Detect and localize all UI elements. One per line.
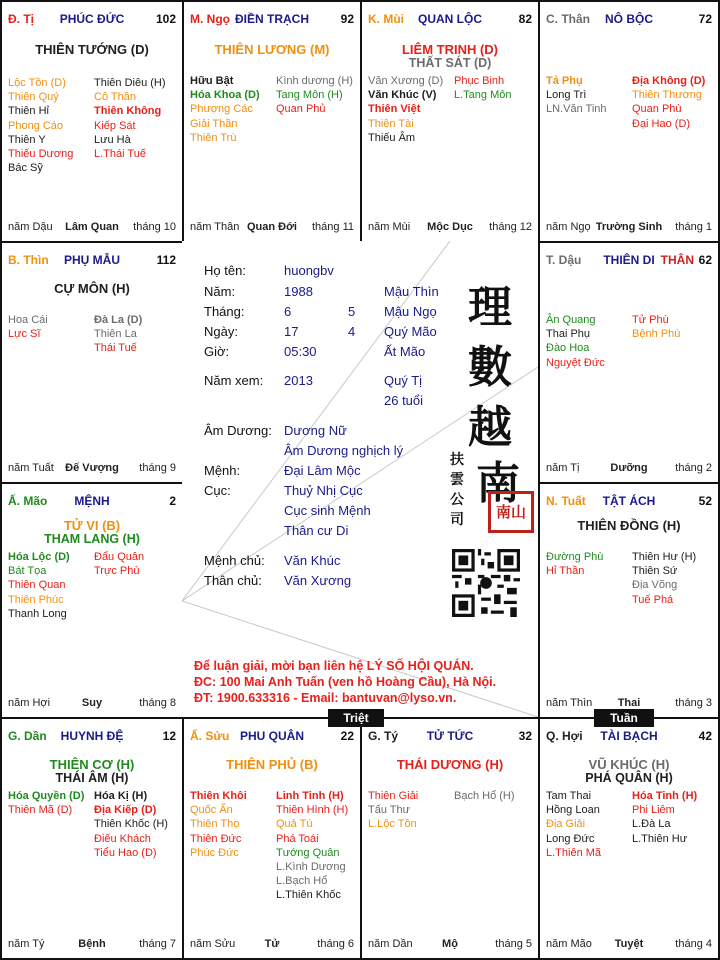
minor-star: Linh Tinh (H) — [276, 790, 344, 802]
life-stage: Thai — [617, 697, 641, 709]
minor-star: Địa Giải — [546, 818, 586, 831]
palace-tu-tuc — [360, 717, 540, 960]
year-branch: năm Dần — [368, 938, 413, 950]
stars-right-column — [94, 313, 142, 356]
palace-header — [368, 12, 532, 28]
stars-left-column — [8, 789, 84, 817]
minor-star: Hồng Loan — [546, 804, 600, 817]
minor-star: Thiên Tài — [368, 117, 414, 130]
minor-star: Quốc Ấn — [190, 804, 233, 817]
palace-tat-ach — [538, 482, 720, 719]
main-star: THIÊN LƯƠNG (M) — [214, 42, 330, 57]
life-stage: Trường Sinh — [595, 221, 663, 233]
day-lunar: 4 — [348, 324, 356, 339]
year-value: 1988 — [284, 284, 313, 299]
stars-left-column — [368, 74, 443, 145]
minor-star: L.Kình Dương — [276, 861, 346, 874]
minor-star: Tang Môn (H) — [276, 89, 343, 102]
minor-star: Kiếp Sát — [94, 119, 136, 132]
minor-star: L.Thiên Hư — [632, 832, 688, 845]
minor-star: Tử Phù — [632, 314, 669, 326]
minor-star: Thiên Hỉ — [8, 105, 49, 118]
palace-age-number: 112 — [156, 253, 176, 267]
palace-stem-branch: Q. Hợi — [546, 729, 583, 743]
stars-left-column — [546, 313, 605, 370]
year-branch: năm Hợi — [8, 697, 51, 709]
palace-phu-quan — [182, 717, 362, 960]
minor-star: Thiên Không — [94, 105, 162, 118]
palace-header — [546, 12, 712, 28]
palace-age-number: 82 — [518, 12, 532, 26]
palace-header — [368, 729, 532, 745]
main-star: LIÊM TRINH (D) — [401, 42, 499, 57]
than-chu-label: Thân chủ: — [204, 573, 262, 588]
palace-age-number: 12 — [162, 729, 176, 743]
minor-star: Hóa Khoa (D) — [190, 89, 260, 102]
palace-name: ĐIỀN TRẠCH — [235, 12, 309, 26]
palace-no-boc — [538, 0, 720, 243]
minor-star: Đẩu Quân — [94, 551, 145, 563]
minor-star: Hóa Tinh (H) — [632, 790, 698, 802]
main-star: TỬ VI (B) — [63, 518, 121, 533]
palace-header — [8, 12, 176, 28]
palace-dien-trach — [182, 0, 362, 243]
tuan-marker: Tuần — [594, 709, 654, 727]
calli-small-2: 雲 — [450, 472, 464, 488]
main-star: THÁI ÂM (H) — [55, 771, 129, 785]
day-canchi: Quý Mão — [384, 324, 437, 339]
stars-left-column — [546, 789, 601, 860]
life-stage: Mộ — [442, 938, 458, 950]
lunar-month: tháng 12 — [489, 221, 532, 233]
minor-star: Bạch Hổ (H) — [454, 790, 515, 802]
palace-phuc-duc — [0, 0, 184, 243]
minor-star: Thiên Diêu (H) — [94, 77, 166, 89]
minor-star: Quan Phủ — [276, 103, 326, 116]
minor-star: Bát Tọa — [8, 565, 47, 578]
minor-star: Nguyệt Đức — [546, 356, 605, 369]
minor-star: Thiên La — [94, 328, 137, 341]
minor-star: Lực Sĩ — [8, 328, 41, 341]
minor-star: Quan Phù — [632, 103, 682, 116]
lunar-month: tháng 1 — [675, 221, 712, 233]
minor-star: Tam Thai — [546, 790, 592, 802]
palace-header — [190, 12, 354, 28]
minor-star: Địa Võng — [632, 579, 678, 592]
minor-star: Thiên Hư (H) — [632, 551, 697, 563]
minor-star: Hóa Quyền (D) — [8, 790, 85, 802]
palace-stem-branch: Đ. Tị — [8, 12, 34, 26]
palace-menh — [0, 482, 184, 719]
minor-star: Hóa Kị (H) — [94, 790, 148, 802]
minor-star: Trực Phù — [94, 565, 140, 578]
life-stage: Dưỡng — [610, 462, 648, 474]
minor-star: L.Thiên Mã — [546, 846, 602, 859]
stars-left-column — [368, 789, 418, 832]
minor-star: Thiếu Âm — [368, 131, 416, 144]
calli-char-1: 理 — [468, 282, 512, 333]
minor-star: Bác Sỹ — [8, 162, 43, 175]
minor-star: Thiên Thương — [632, 89, 703, 102]
main-star: THIÊN CƠ (H) — [49, 757, 135, 772]
lunar-month: tháng 2 — [675, 462, 712, 474]
stars-right-column — [454, 74, 511, 102]
life-stage: Tử — [264, 938, 280, 950]
minor-star: Thái Tuế — [94, 342, 137, 355]
year-branch: năm Dậu — [8, 221, 53, 233]
palace-footer — [190, 221, 354, 235]
palace-footer — [190, 938, 354, 952]
minor-star: Hóa Lộc (D) — [8, 551, 70, 563]
minor-star: Bệnh Phù — [632, 328, 681, 341]
main-star: THÁI DƯƠNG (H) — [396, 757, 504, 772]
minor-star: L.Đà La — [632, 818, 671, 831]
stars-left-column — [8, 313, 48, 341]
minor-star: Văn Khúc (V) — [368, 89, 437, 102]
palace-stem-branch: Ấ. Mão — [8, 494, 48, 508]
hour-canchi: Ất Mão — [384, 344, 426, 359]
minor-star: Hoa Cái — [8, 314, 48, 326]
lunar-month: tháng 9 — [139, 462, 176, 474]
stars-right-column — [454, 789, 515, 803]
month-lunar: 5 — [348, 304, 356, 319]
stars-left-column — [8, 550, 70, 621]
minor-star: Đường Phù — [546, 551, 604, 563]
palace-header — [8, 494, 176, 510]
lunar-month: tháng 3 — [675, 697, 712, 709]
life-stage: Lâm Quan — [65, 221, 119, 233]
amduong-note: Âm Dương nghịch lý — [284, 443, 404, 458]
palace-header — [8, 729, 176, 745]
palace-name: HUYNH ĐỆ — [60, 729, 124, 743]
calli-small-4: 司 — [450, 512, 464, 528]
minor-star: Văn Xương (D) — [368, 75, 444, 87]
palace-stem-branch: G. Tý — [368, 729, 399, 743]
minor-star: Lưu Hà — [94, 133, 131, 146]
stars-right-column — [632, 789, 697, 846]
minor-star: Thiên Việt — [368, 103, 421, 116]
palace-age-number: 52 — [698, 494, 712, 508]
stars-left-column — [190, 74, 260, 145]
hour-value: 05:30 — [284, 344, 317, 359]
stars-right-column — [276, 789, 348, 903]
palace-age-number: 102 — [155, 12, 176, 26]
palace-name: TÀI BẠCH — [600, 729, 658, 743]
year-branch: năm Tý — [8, 938, 45, 950]
stars-left-column — [190, 789, 247, 860]
lunar-month: tháng 4 — [675, 938, 712, 950]
minor-star: Thiên Quý — [8, 91, 59, 104]
main-star: THAM LANG (H) — [44, 532, 140, 546]
calli-char-2: 數 — [468, 342, 512, 393]
lunar-month: tháng 5 — [495, 938, 532, 950]
year-branch: năm Mùi — [368, 221, 411, 233]
cuc-note: Cục sinh Mệnh — [284, 503, 371, 518]
minor-star: Thiên Khốc (H) — [94, 818, 168, 831]
stars-left-column — [546, 550, 603, 578]
palace-name: PHU QUÂN — [239, 729, 304, 743]
calli-char-4: 南 — [476, 458, 520, 509]
minor-star: Lộc Tồn (D) — [8, 77, 66, 89]
main-star: VŨ KHÚC (H) — [588, 757, 670, 772]
day-label: Ngày: — [204, 324, 238, 339]
palace-name: PHÚC ĐỨC — [59, 12, 125, 26]
minor-star: Thiên Sứ — [632, 565, 678, 578]
than-cu: Thân cư Di — [284, 523, 349, 538]
age-value: 26 tuổi — [384, 393, 424, 408]
palace-header — [8, 253, 176, 269]
palace-footer — [8, 462, 176, 476]
lunar-month: tháng 7 — [139, 938, 176, 950]
minor-star: Địa Không (D) — [632, 75, 706, 87]
stars-right-column — [94, 550, 144, 578]
palace-name: NÔ BỘC — [605, 12, 653, 26]
minor-star: Thanh Long — [8, 607, 67, 620]
minor-star: Đà La (D) — [94, 314, 143, 326]
triet-marker: Triệt — [328, 709, 384, 727]
red-seal: 南山 — [488, 491, 534, 533]
palace-stem-branch: B. Thìn — [8, 253, 49, 267]
palace-name: MỆNH — [74, 494, 110, 508]
minor-star: Kình dương (H) — [276, 75, 353, 87]
year-canchi: Mậu Thìn — [384, 284, 439, 299]
menh-label: Mệnh: — [204, 463, 241, 478]
stars-right-column — [632, 550, 696, 607]
than-chu-value: Văn Xương — [284, 573, 352, 588]
minor-star: Thiên Giải — [368, 790, 419, 802]
menh-chu-label: Mệnh chủ: — [204, 553, 265, 568]
minor-star: Phi Liêm — [632, 804, 675, 817]
minor-star: Đại Hao (D) — [632, 117, 691, 130]
minor-star: Hữu Bật — [190, 75, 234, 87]
year-branch: năm Sửu — [190, 938, 236, 950]
minor-star: L.Lộc Tồn — [368, 818, 417, 831]
minor-star: Phượng Các — [190, 103, 253, 116]
palace-name: QUAN LỘC — [418, 12, 482, 26]
year-branch: năm Tuất — [8, 462, 54, 474]
main-star: THIÊN PHỦ (B) — [226, 757, 318, 772]
stars-right-column — [276, 74, 353, 117]
minor-star: Tả Phụ — [546, 75, 583, 87]
palace-footer — [546, 462, 712, 476]
palace-age-number: 62 — [698, 253, 712, 267]
year-branch: năm Thân — [190, 221, 240, 233]
month-label: Tháng: — [204, 304, 245, 319]
palace-name: THIÊN DI — [603, 253, 655, 267]
life-stage: Bệnh — [78, 938, 106, 950]
minor-star: Tướng Quân — [276, 846, 340, 859]
minor-star: Thiên Hình (H) — [276, 804, 349, 817]
minor-star: L.Tang Môn — [454, 89, 512, 102]
palace-tai-bach — [538, 717, 720, 960]
main-star: PHÁ QUÂN (H) — [585, 771, 673, 785]
contact-line-1: Để luận giải, mời bạn liên hệ LÝ SỐ HỘI QUÁN. — [194, 659, 474, 673]
minor-star: Phục Binh — [454, 75, 505, 87]
minor-star: Long Trì — [546, 89, 587, 102]
main-star: THIÊN TƯỚNG (D) — [35, 42, 149, 57]
menh-value: Đại Lâm Mộc — [284, 463, 361, 478]
lunar-month: tháng 11 — [311, 221, 354, 233]
minor-star: Đào Hoa — [546, 342, 590, 355]
lunar-month: tháng 8 — [139, 697, 176, 709]
minor-star: Ân Quang — [546, 314, 596, 326]
year-branch: năm Thìn — [546, 697, 593, 709]
minor-star: L.Thái Tuế — [94, 148, 146, 161]
calli-small-3: 公 — [450, 492, 464, 508]
palace-name: PHỤ MẪU — [64, 253, 120, 267]
minor-star: Địa Kiếp (D) — [94, 804, 157, 817]
palace-stem-branch: M. Ngọ — [190, 12, 230, 26]
view-year-label: Năm xem: — [204, 373, 264, 388]
minor-star: Điếu Khách — [94, 832, 151, 845]
year-branch: năm Ngọ — [546, 221, 591, 233]
contact-line-3: ĐT: 1900.633316 - Email: bantuvan@lyso.vn. — [194, 691, 457, 705]
menh-chu-value: Văn Khúc — [284, 553, 341, 568]
minor-star: L.Bạch Hổ — [276, 875, 328, 888]
minor-star: Thiên Phúc — [8, 593, 64, 606]
minor-star: Long Đức — [546, 832, 595, 845]
main-star: THIÊN ĐỒNG (H) — [577, 518, 681, 533]
palace-name: TẬT ÁCH — [602, 494, 656, 508]
palace-stem-branch: G. Dần — [8, 729, 47, 743]
palace-stem-branch: Ấ. Sửu — [190, 729, 230, 743]
minor-star: Hỉ Thần — [546, 565, 585, 578]
cuc-label: Cục: — [204, 483, 231, 498]
minor-star: Thiếu Dương — [8, 148, 74, 161]
minor-star: L.Thiên Khốc — [276, 889, 341, 902]
stars-left-column — [8, 76, 73, 175]
palace-header — [190, 729, 354, 745]
lunar-month: tháng 10 — [133, 221, 176, 233]
calli-small-1: 扶 — [450, 452, 464, 468]
minor-star: Quả Tú — [276, 818, 313, 831]
palace-phu-mau — [0, 241, 184, 484]
contact-line-2: ĐC: 100 Mai Anh Tuấn (ven hồ Hoàng Cầu), Hà Nội. — [194, 675, 497, 689]
life-stage: Mộc Dục — [427, 221, 473, 233]
year-branch: năm Tị — [546, 462, 580, 474]
palace-age-number: 2 — [169, 494, 176, 508]
minor-star: Cô Thần — [94, 91, 136, 104]
minor-star: Thai Phụ — [546, 328, 591, 341]
lunar-month: tháng 6 — [317, 938, 354, 950]
minor-star: Phá Toái — [276, 832, 319, 845]
main-star: CỰ MÔN (H) — [54, 281, 130, 296]
minor-star: Thiên Khôi — [190, 790, 247, 802]
palace-thien-di — [538, 241, 720, 484]
than-marker: THÂN — [660, 253, 694, 267]
year-branch: năm Mão — [546, 938, 592, 950]
minor-star: Thiên Mã (D) — [8, 804, 73, 817]
life-stage: Quan Đới — [247, 221, 297, 233]
minor-star: Thiên Trù — [190, 131, 237, 144]
palace-age-number: 22 — [340, 729, 354, 743]
palace-age-number: 42 — [698, 729, 712, 743]
day-solar: 17 — [284, 324, 299, 339]
palace-header — [546, 729, 712, 745]
palace-age-number: 72 — [698, 12, 712, 26]
main-star: THẤT SÁT (D) — [408, 56, 492, 70]
month-solar: 6 — [284, 304, 292, 319]
palace-footer — [546, 221, 712, 235]
calli-char-3: 越 — [468, 402, 512, 453]
minor-star: Giải Thần — [190, 117, 238, 130]
cuc-value: Thuỷ Nhị Cục — [284, 483, 363, 498]
palace-name: TỬ TỨC — [426, 729, 474, 743]
life-stage: Tuyệt — [614, 938, 644, 950]
qr-code-icon — [452, 549, 520, 617]
palace-header — [546, 253, 712, 269]
view-year-canchi: Quý Tị — [384, 373, 423, 388]
palace-stem-branch: K. Mùi — [368, 12, 404, 26]
palace-footer — [8, 221, 176, 235]
minor-star: Thiên Y — [8, 133, 46, 146]
palace-header — [546, 494, 712, 510]
palace-age-number: 92 — [340, 12, 354, 26]
palace-footer — [368, 221, 532, 235]
palace-stem-branch: T. Dậu — [546, 253, 582, 267]
life-stage: Đế Vượng — [65, 462, 119, 474]
minor-star: Thiên Đức — [190, 832, 242, 845]
palace-footer — [546, 938, 712, 952]
palace-stem-branch: N. Tuất — [546, 494, 586, 508]
stars-right-column — [94, 76, 166, 161]
palace-footer — [368, 938, 532, 952]
minor-star: Phong Cáo — [8, 119, 64, 132]
stars-right-column — [94, 789, 168, 860]
stars-right-column — [632, 74, 705, 131]
year-label: Năm: — [204, 284, 236, 299]
hour-label: Giờ: — [204, 344, 230, 359]
palace-footer — [8, 938, 176, 952]
palace-huynh-de — [0, 717, 184, 960]
minor-star: Thiên Quan — [8, 579, 66, 592]
palace-quan-loc — [360, 0, 540, 243]
stars-left-column — [546, 74, 607, 117]
chart-info-panel — [182, 241, 538, 717]
view-year-value: 2013 — [284, 373, 313, 388]
minor-star: LN.Văn Tinh — [546, 103, 607, 116]
stars-right-column — [632, 313, 680, 341]
minor-star: Tiểu Hao (D) — [94, 846, 157, 859]
name-label: Họ tên: — [204, 263, 246, 278]
minor-star: Thiên Thọ — [190, 818, 240, 831]
month-canchi: Mậu Ngọ — [384, 304, 437, 319]
palace-footer — [8, 697, 176, 711]
life-stage: Suy — [81, 697, 103, 709]
palace-age-number: 32 — [518, 729, 532, 743]
amduong-value: Dương Nữ — [284, 423, 347, 438]
minor-star: Tấu Thư — [368, 804, 411, 817]
name-value: huongbv — [284, 263, 334, 278]
minor-star: Phúc Đức — [190, 846, 239, 859]
amduong-label: Âm Dương: — [204, 423, 272, 438]
minor-star: Tuế Phá — [632, 593, 674, 606]
palace-stem-branch: C. Thân — [546, 12, 590, 26]
